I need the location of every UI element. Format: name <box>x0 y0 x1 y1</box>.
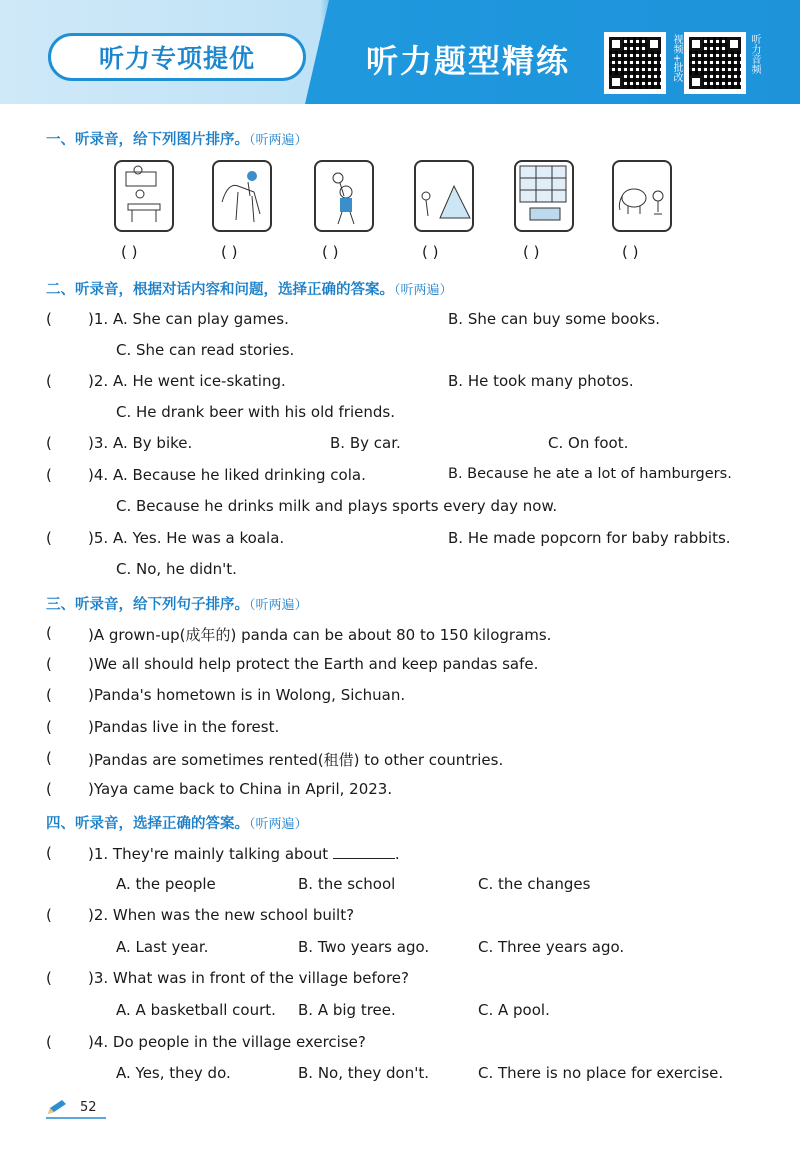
s4-q1-option-c: C. the changes <box>478 875 591 893</box>
sentence-6: )Yaya came back to China in April, 2023. <box>88 780 393 798</box>
answer-paren[interactable]: ( <box>46 969 52 987</box>
q3-option-b: B. By car. <box>330 434 401 452</box>
answer-paren[interactable]: ( <box>46 466 52 484</box>
s4-q4-option-a: A. Yes, they do. <box>116 1064 231 1082</box>
answer-paren[interactable]: ( <box>46 1033 52 1051</box>
s4-q3-option-b: B. A big tree. <box>298 1001 396 1019</box>
s4-q1-option-b: B. the school <box>298 875 396 893</box>
q4-option-a: )4. A. Because he liked drinking cola. <box>88 466 366 484</box>
qr-code-video[interactable] <box>604 32 666 94</box>
answer-paren[interactable]: ( <box>46 310 52 328</box>
answer-paren[interactable]: ( <box>46 624 52 642</box>
s4-q4-option-b: B. No, they don't. <box>298 1064 430 1082</box>
answer-paren[interactable]: ( <box>46 906 52 924</box>
answer-paren[interactable]: ( <box>46 780 52 798</box>
q1-option-a: )1. A. She can play games. <box>88 310 289 328</box>
qr-label-video: 视频+批改 <box>671 34 682 83</box>
answer-blank-4[interactable]: ( ) <box>422 243 439 261</box>
answer-paren[interactable]: ( <box>46 434 52 452</box>
qr-label-audio: 听力音频 <box>749 34 760 74</box>
picture-classroom <box>114 160 174 232</box>
q5-option-b: B. He made popcorn for baby rabbits. <box>448 529 731 547</box>
picture-library <box>514 160 574 232</box>
sentence-5: )Pandas are sometimes rented(租借) to other countries. <box>88 751 504 769</box>
q1-option-c: C. She can read stories. <box>116 341 295 359</box>
sentence-1: )A grown-up(成年的) panda can be about 80 to 150 kilograms. <box>88 626 552 644</box>
answer-blank-6[interactable]: ( ) <box>622 243 639 261</box>
sentence-3: )Panda's hometown is in Wolong, Sichuan. <box>88 686 406 704</box>
s4-q2-option-c: C. Three years ago. <box>478 938 625 956</box>
section4-title: 四、听录音，选择正确的答案。（听两遍） <box>46 816 308 832</box>
q4-option-c: C. Because he drinks milk and plays sports every day now. <box>116 497 558 515</box>
pill-title: 听力专项提优 <box>98 44 255 73</box>
answer-paren[interactable]: ( <box>46 718 52 736</box>
q3-option-c: C. On foot. <box>548 434 629 452</box>
picture-camping <box>414 160 474 232</box>
q4-option-b: B. Because he ate a lot of hamburgers. <box>448 466 732 482</box>
answer-paren[interactable]: ( <box>46 749 52 767</box>
section2-title: 二、听录音，根据对话内容和问题，选择正确的答案。（听两遍） <box>46 282 453 298</box>
q1-option-b: B. She can buy some books. <box>448 310 660 328</box>
q5-option-a: )5. A. Yes. He was a koala. <box>88 529 285 547</box>
sentence-2: )We all should help protect the Earth and keep pandas safe. <box>88 655 539 673</box>
answer-blank-2[interactable]: ( ) <box>221 243 238 261</box>
s4-q3-stem: )3. What was in front of the village before? <box>88 969 409 987</box>
s4-q1-stem: )1. They're mainly talking about . <box>88 845 400 863</box>
footer-divider <box>46 1117 106 1119</box>
answer-paren[interactable]: ( <box>46 686 52 704</box>
section3-title: 三、听录音，给下列句子排序。（听两遍） <box>46 597 308 613</box>
s4-q4-option-c: C. There is no place for exercise. <box>478 1064 724 1082</box>
section1-title: 一、听录音，给下列图片排序。（听两遍） <box>46 132 308 148</box>
picture-horse-riding <box>212 160 272 232</box>
answer-blank-5[interactable]: ( ) <box>523 243 540 261</box>
answer-paren[interactable]: ( <box>46 529 52 547</box>
s4-q3-option-c: C. A pool. <box>478 1001 550 1019</box>
s4-q3-option-a: A. A basketball court. <box>116 1001 276 1019</box>
s4-q2-option-a: A. Last year. <box>116 938 209 956</box>
q5-option-c: C. No, he didn't. <box>116 560 237 578</box>
sentence-4: )Pandas live in the forest. <box>88 718 280 736</box>
s4-q1-option-a: A. the people <box>116 875 216 893</box>
q2-option-a: )2. A. He went ice-skating. <box>88 372 286 390</box>
header-pill <box>48 33 306 81</box>
answer-paren[interactable]: ( <box>46 372 52 390</box>
s4-q2-stem: )2. When was the new school built? <box>88 906 355 924</box>
answer-paren[interactable]: ( <box>46 655 52 673</box>
q2-option-b: B. He took many photos. <box>448 372 634 390</box>
picture-badminton <box>314 160 374 232</box>
fill-in-blank[interactable] <box>333 844 395 859</box>
answer-blank-1[interactable]: ( ) <box>121 243 138 261</box>
picture-elephant-monkey <box>612 160 672 232</box>
answer-paren[interactable]: ( <box>46 844 52 862</box>
page-title: 听力题型精练 <box>366 42 571 80</box>
s4-q2-option-b: B. Two years ago. <box>298 938 430 956</box>
q2-option-c: C. He drank beer with his old friends. <box>116 403 395 421</box>
s4-q4-stem: )4. Do people in the village exercise? <box>88 1033 366 1051</box>
qr-code-audio[interactable] <box>684 32 746 94</box>
answer-blank-3[interactable]: ( ) <box>322 243 339 261</box>
q3-option-a: )3. A. By bike. <box>88 434 193 452</box>
page-number: 52 <box>80 1100 97 1115</box>
